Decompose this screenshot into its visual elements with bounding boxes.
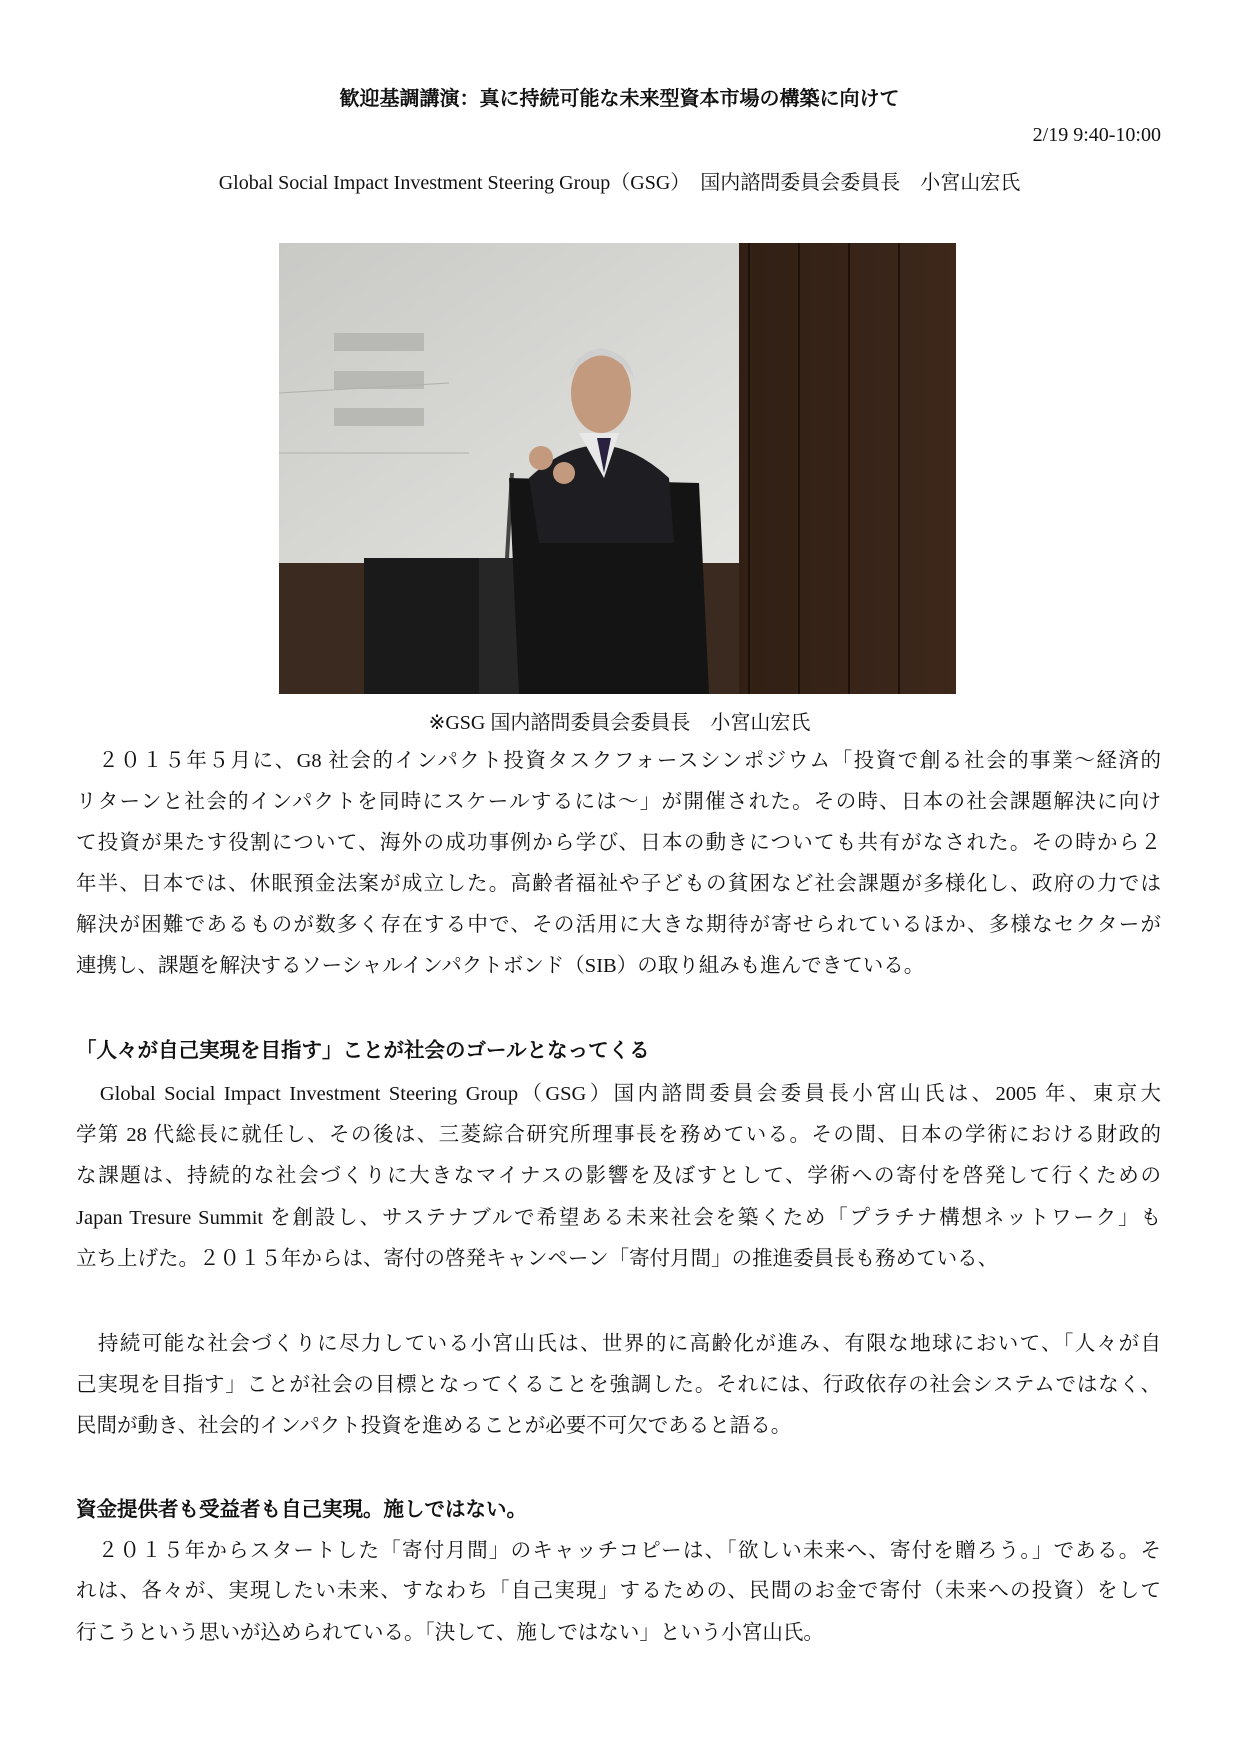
body-line: リターンと社会的インパクトを同時にスケールするには～」が開催された。その時、日本の社会課題解決に向け [76, 791, 1161, 813]
body-line: な課題は、持続的な社会づくりに大きなマイナスの影響を及ぼすとして、学術への寄付を啓発して行くための [76, 1165, 1161, 1187]
photo-caption: ※GSG 国内諮問委員会委員長 小宮山宏氏 [428, 712, 811, 734]
speaker-photo-illustration [279, 243, 956, 694]
body-line: 持続可能な社会づくりに尽力している小宮山氏は、世界的に高齢化が進み、有限な地球において、「人々が自 [76, 1333, 1161, 1355]
body-line: 連携し、課題を解決するソーシャルインパクトボンド（SIB）の取り組みも進んできている。 [76, 955, 925, 977]
body-line: ２０１５年５月に、G8 社会的インパクト投資タスクフォースシンポジウム「投資で創る社会的事業～経済的 [76, 750, 1161, 772]
body-line: ２０１５年からスタートした「寄付月間」のキャッチコピーは、「欲しい未来へ、寄付を贈ろう。」である。そ [76, 1540, 1161, 1562]
document-title: 歓迎基調講演：真に持続可能な未来型資本市場の構築に向けて [339, 88, 900, 110]
speaker-line: Global Social Impact Investment Steering Group（GSG） 国内諮問委員会委員長 小宮山宏氏 [218, 172, 1021, 194]
body-line: 学第 28 代総長に就任し、その後は、三菱綜合研究所理事長を務めている。その間、日本の学術における財政的 [76, 1124, 1161, 1146]
section-heading: 「人々が自己実現を目指す」ことが社会のゴールとなってくる [76, 1040, 650, 1062]
body-line: 立ち上げた。２０１５年からは、寄付の啓発キャンペーン「寄付月間」の推進委員長も務めている、 [76, 1248, 999, 1270]
body-line: 民間が動き、社会的インパクト投資を進めることが必要不可欠であると語る。 [76, 1415, 792, 1437]
body-line: 己実現を目指す」ことが社会の目標となってくることを強調した。それには、行政依存の社会システムではなく、 [76, 1374, 1161, 1396]
body-line: 解決が困難であるものが数多く存在する中で、その活用に大きな期待が寄せられているほか、多様なセクターが [76, 914, 1161, 936]
body-line: れは、各々が、実現したい未来、すなわち「自己実現」するための、民間のお金で寄付（未来への投資）をして [76, 1580, 1161, 1602]
body-line: Japan Tresure Summit を創設し、サステナブルで希望ある未来社会を築くため「プラチナ構想ネットワーク」も [76, 1207, 1161, 1229]
body-line: Global Social Impact Investment Steering Group（GSG）国内諮問委員会委員長小宮山氏は、2005 年、東京大 [76, 1083, 1161, 1105]
speaker-photo [279, 243, 956, 694]
body-line: て投資が果たす役割について、海外の成功事例から学び、日本の動きについても共有がなされた。その時から２ [76, 832, 1161, 854]
body-line: 年半、日本では、休眠預金法案が成立した。高齢者福祉や子どもの貧困など社会課題が多様化し、政府の力では [76, 873, 1161, 895]
session-time: 2/19 9:40-10:00 [1032, 124, 1161, 146]
section-heading: 資金提供者も受益者も自己実現。施しではない。 [76, 1499, 527, 1521]
body-line: 行こうという思いが込められている。「決して、施しではない」という小宮山氏。 [76, 1622, 824, 1644]
